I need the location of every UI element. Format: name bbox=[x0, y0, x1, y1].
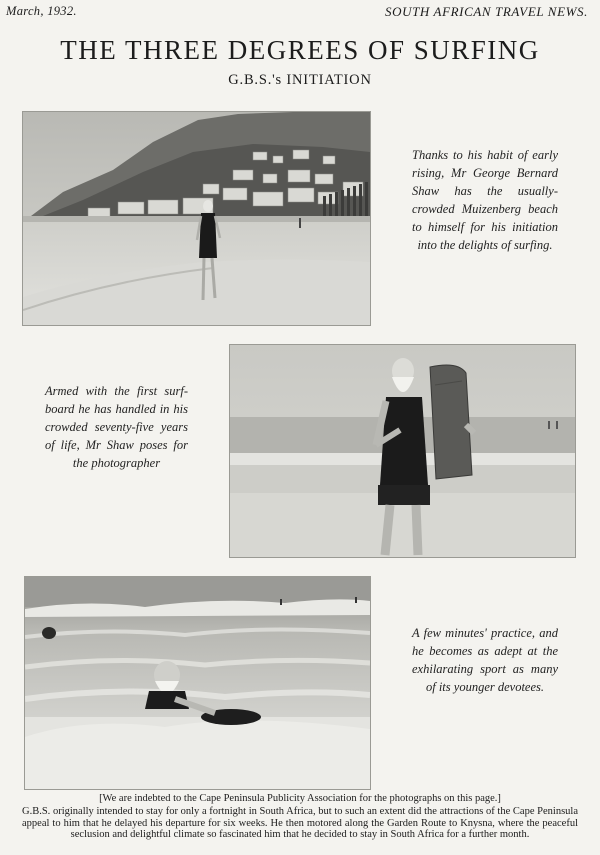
photo-credit-footnote: [We are indebted to the Cape Peninsula Publicity Association for the photographs on this page.] bbox=[99, 793, 501, 804]
article-body-text: G.B.S. originally intended to stay for only a fortnight in South Africa, but to such an extent did the attractions of the Cape Peninsula appeal to him that he delayed his departure for six weeks. He then motored along the Garden Route to Knysna, where the peaceful seclusion and delightful climate so fascinated him that he decided to stay in South Africa for a further month. bbox=[22, 806, 578, 841]
caption-beach-morning: Thanks to his habit of early rising, Mr George Bernard Shaw has the usually-crowded Muizenberg beach to himself for his initiation into the delights of surfing. bbox=[412, 148, 558, 252]
caption-surfboard-portrait: Armed with the first surf-board he has handled in his crowded seventy-five years of life, Mr Shaw poses for the photographer bbox=[45, 384, 188, 470]
article-title: THE THREE DEGREES OF SURFING bbox=[60, 35, 540, 65]
photo-surfboard-portrait bbox=[229, 344, 576, 558]
caption-in-the-surf: A few minutes' practice, and he becomes as adept at the exhilarating sport as many of its younger devotees. bbox=[412, 626, 558, 694]
header-publication: SOUTH AFRICAN TRAVEL NEWS. bbox=[385, 4, 588, 19]
article-subtitle: G.B.S.'s INITIATION bbox=[228, 72, 372, 88]
photo-beach-morning bbox=[22, 111, 371, 326]
header-date: March, 1932. bbox=[6, 4, 77, 18]
photo-in-the-surf bbox=[24, 576, 371, 790]
